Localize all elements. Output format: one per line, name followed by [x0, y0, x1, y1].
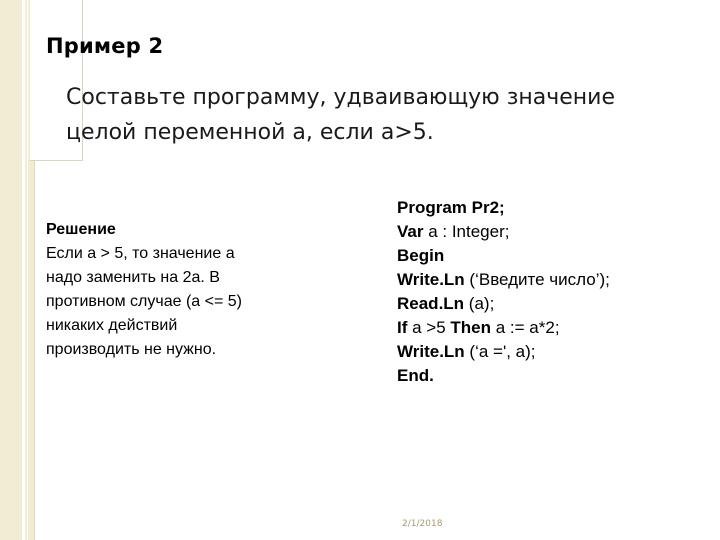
code-keyword: Then	[450, 318, 492, 337]
slide-title: Пример 2	[46, 34, 164, 58]
decorative-stripe-thin	[27, 0, 28, 540]
code-keyword: End.	[397, 366, 434, 385]
code-keyword: Program Pr2;	[397, 198, 505, 217]
code-line-1	[397, 196, 610, 220]
task-text	[66, 80, 615, 150]
code-line-4	[397, 268, 610, 292]
code-text: (‘a =', a);	[464, 342, 536, 361]
code-keyword: Read.Ln	[397, 294, 465, 313]
code-line-5	[397, 292, 610, 316]
code-text: (‘Введите число’);	[464, 270, 610, 289]
code-text: (a);	[464, 294, 495, 313]
solution-block	[46, 218, 336, 362]
footer-date: 2/1/2018	[402, 519, 443, 529]
task-line-1: Составьте программу, удваивающую значение	[66, 85, 616, 110]
code-keyword: Write.Ln	[397, 270, 465, 289]
code-line-8	[397, 364, 610, 388]
code-line-6	[397, 316, 610, 340]
solution-line-2: надо заменить на 2а. В	[46, 269, 220, 286]
solution-line-1: Если а > 5, то значение а	[46, 245, 235, 262]
code-listing	[397, 196, 610, 388]
code-keyword: Begin	[397, 246, 445, 265]
solution-line-3: противном случае (а <= 5)	[46, 293, 242, 310]
code-text: a >5	[407, 318, 451, 337]
code-text: a : Integer;	[423, 222, 510, 241]
decorative-stripe	[22, 0, 25, 540]
code-line-7	[397, 340, 610, 364]
code-text: a := a*2;	[491, 318, 560, 337]
code-keyword: If	[397, 318, 408, 337]
solution-heading: Решение	[46, 221, 116, 238]
solution-line-5: производить не нужно.	[46, 341, 217, 358]
code-line-3	[397, 244, 610, 268]
code-keyword: Var	[397, 222, 424, 241]
code-keyword: Write.Ln	[397, 342, 465, 361]
solution-line-4: никаких действий	[46, 317, 178, 334]
task-line-2: целой переменной a, если a>5.	[66, 120, 434, 145]
code-line-2	[397, 220, 610, 244]
